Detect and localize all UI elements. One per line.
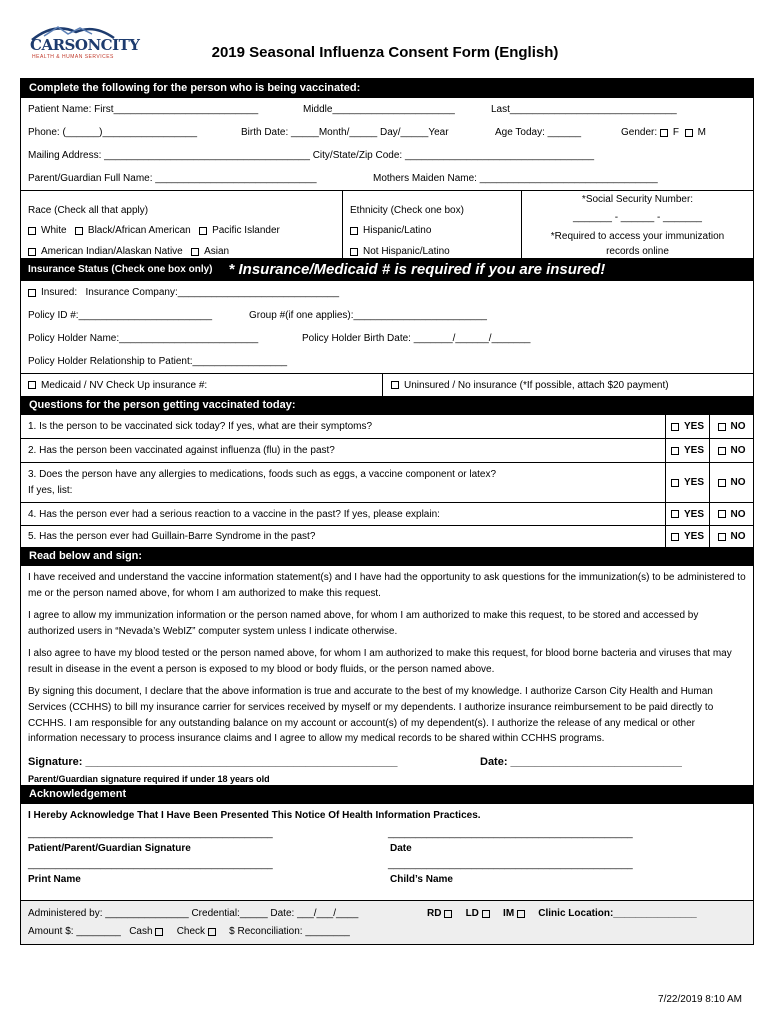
gender-f-checkbox[interactable] (660, 129, 668, 137)
im-checkbox[interactable] (517, 910, 525, 918)
ethnicity-label: Ethnicity (Check one box) (350, 205, 464, 216)
question-2-yes-checkbox[interactable] (671, 447, 679, 455)
cash-label: Cash (129, 926, 153, 938)
logo-subtitle: HEALTH & HUMAN SERVICES (32, 54, 114, 60)
ethnicity-not-label: Not Hispanic/Latino (363, 246, 450, 257)
question-1-yes[interactable] (665, 415, 709, 438)
gender-label: Gender: (621, 127, 658, 138)
yes-label: YES (683, 445, 704, 456)
question-5-yes[interactable] (665, 526, 709, 547)
gender-group (621, 121, 706, 144)
sign-header: Read below and sign: (21, 547, 753, 566)
insured-group (28, 281, 339, 304)
medicaid-cell (21, 374, 383, 396)
page-title: 2019 Seasonal Influenza Consent Form (English) (211, 44, 559, 61)
policy-holder-row (21, 327, 753, 350)
race-indian-label: American Indian/Alaskan Native (41, 246, 183, 257)
insured-checkbox[interactable] (28, 289, 36, 297)
administered-row (28, 908, 358, 919)
medicaid-label: Medicaid / NV Check Up insurance #: (41, 379, 208, 391)
uninsured-label: Uninsured / No insurance (*If possible, attach $20 payment) (404, 379, 669, 391)
question-4-no-checkbox[interactable] (718, 510, 726, 518)
signature-note: Parent/Guardian signature required if under 18 years old (28, 774, 270, 785)
policy-id-field[interactable]: Policy ID #:________________________ (28, 310, 213, 321)
yes-label: YES (683, 531, 704, 542)
im-label: IM (503, 908, 515, 920)
route-group (427, 908, 697, 919)
acknowledgement-statement: I Hereby Acknowledge That I Have Been Presented This Notice Of Health Information Practices. (28, 810, 481, 822)
question-5-no-checkbox[interactable] (718, 533, 726, 541)
gender-m-checkbox[interactable] (685, 129, 693, 137)
question-3-main: 3. Does the person have any allergies to medications, foods such as eggs, a vaccine component or latex? (28, 469, 497, 480)
race-white-checkbox[interactable] (28, 227, 36, 235)
race-pacific-checkbox[interactable] (199, 227, 207, 235)
question-2-no-checkbox[interactable] (718, 447, 726, 455)
ethnicity-hispanic-label: Hispanic/Latino (363, 225, 432, 236)
race-black-checkbox[interactable] (75, 227, 83, 235)
child-name-label: Child’s Name (390, 874, 453, 886)
patient-signature-line[interactable]: ____________________________________________ (28, 828, 273, 840)
no-label: NO (730, 421, 746, 432)
medicaid-row (21, 373, 753, 396)
insured-row (21, 281, 753, 304)
gender-f-label: F (672, 127, 680, 138)
insurance-company-field[interactable]: Insurance Company:_____________________________ (85, 287, 340, 298)
ssn-note-line2: records online (606, 246, 669, 257)
ld-checkbox[interactable] (482, 910, 490, 918)
ssn-column (522, 191, 753, 258)
question-row-2 (21, 438, 753, 462)
clinic-location-field[interactable]: Clinic Location:_______________ (538, 908, 697, 920)
ethnicity-hispanic-row (350, 225, 431, 236)
question-3-no-checkbox[interactable] (718, 479, 726, 487)
race-asian-label: Asian (204, 246, 230, 257)
patient-signature-label: Patient/Parent/Guardian Signature (28, 843, 191, 855)
signature-field[interactable]: Signature: ___________________________________________________ (28, 756, 398, 769)
administered-by-field[interactable]: Administered by: _______________ Credential:_____ Date: ___/___/____ (28, 908, 359, 920)
parent-guardian-field[interactable]: Parent/Guardian Full Name: _____________________________ (28, 173, 317, 184)
race-indian-checkbox[interactable] (28, 248, 36, 256)
question-5-no[interactable] (709, 526, 753, 547)
print-timestamp: 7/22/2019 8:10 AM (658, 994, 742, 1005)
mailing-row (21, 144, 753, 167)
policy-holder-name-field[interactable]: Policy Holder Name:_________________________ (28, 333, 259, 344)
medicaid-checkbox[interactable] (28, 381, 36, 389)
consent-form (20, 78, 754, 945)
ssn-field[interactable]: _______ - ______ - _______ (572, 212, 702, 223)
insurance-header-label: Insurance Status (Check one box only) (28, 264, 213, 275)
patient-middle-name-field[interactable]: Middle______________________ (303, 104, 455, 115)
print-name-line[interactable]: ____________________________________________ (28, 859, 273, 871)
consent-paragraph-3: I also agree to have my blood tested or the person named above, for whom I am authorized to make this request, for blood borne bacteria and viruses that may result in disease in the event a person is exposed to my blood or body fluids, or the person named above. (28, 648, 732, 675)
question-3-yes[interactable] (665, 463, 709, 502)
question-4-yes[interactable] (665, 503, 709, 525)
policy-holder-birth-field[interactable]: Policy Holder Birth Date: _______/______/_______ (302, 333, 531, 344)
amount-field[interactable]: Amount $: ________ (28, 926, 121, 938)
no-label: NO (730, 445, 746, 456)
question-1-no-checkbox[interactable] (718, 423, 726, 431)
rd-checkbox[interactable] (444, 910, 452, 918)
phone-field[interactable]: Phone: (______)_________________ (28, 127, 198, 138)
logo-wordmark: CARSONCITY (30, 36, 140, 54)
question-row-4 (21, 502, 753, 525)
parent-row (21, 167, 753, 190)
race-white-label: White (41, 225, 67, 236)
signature-row (21, 750, 753, 785)
ethnicity-not-checkbox[interactable] (350, 248, 358, 256)
relationship-row (21, 350, 753, 373)
mothers-maiden-name-field[interactable]: Mothers Maiden Name: ________________________________ (373, 173, 658, 184)
no-label: NO (730, 508, 746, 520)
signature-date-field[interactable]: Date: ____________________________ (480, 756, 682, 769)
question-3-list[interactable]: If yes, list: (28, 485, 73, 496)
question-2-no[interactable] (709, 439, 753, 462)
ssn-note-line1: *Required to access your immunization (550, 231, 725, 242)
ssn-label: *Social Security Number: (581, 194, 694, 205)
question-1-yes-checkbox[interactable] (671, 423, 679, 431)
consent-paragraph-2: I agree to allow my immunization information or the person named above, for whom I am authorized to make this request, to be stored and accessed by authorized users in “Nevada’s WebIZ” computer system unless I indicate otherwise. (28, 610, 699, 637)
insurance-required-note: * Insurance/Medicaid # is required if you are insured! (228, 261, 606, 278)
acknowledgement-area (21, 804, 753, 900)
question-3-yes-checkbox[interactable] (671, 479, 679, 487)
payment-row (28, 926, 350, 937)
gender-m-label: M (697, 127, 706, 138)
patient-first-name-field[interactable]: Patient Name: First__________________________ (28, 104, 259, 115)
question-2-text: 2. Has the person been vaccinated against influenza (flu) in the past? (28, 445, 335, 456)
uninsured-checkbox[interactable] (391, 381, 399, 389)
race-options-row1 (28, 225, 280, 236)
ethnicity-not-row (350, 246, 450, 257)
ethnicity-hispanic-checkbox[interactable] (350, 227, 358, 235)
cash-checkbox[interactable] (155, 928, 163, 936)
age-today-field[interactable]: Age Today: ______ (495, 127, 582, 138)
print-name-label: Print Name (28, 874, 81, 886)
race-column (21, 191, 343, 258)
reconciliation-field[interactable]: $ Reconciliation: ________ (229, 926, 350, 938)
consent-paragraph-4: By signing this document, I declare that the above information is true and accurate to the best of my knowledge. I authorize Carson City Health and Human Services (CCHHS) to bill my insurance carrier for services received by myself or my dependents. I authorize insurance reimbursement to be paid directly to CCHHS. I am responsible for any outstanding balance on my account or account(s) of my dependent(s). I authorize the release of any medical or other information necessary to process insurance claims and I agree to allow my medical records to be shared within CCHHS programs. (28, 686, 714, 745)
consent-paragraph-1: I have received and understand the vaccine information statement(s) and I have had the opportunity to ask questions for the immunization(s) to be administered to me or the person named above, for whom I am authorized to make this request. (28, 572, 746, 599)
question-2-yes[interactable] (665, 439, 709, 462)
ack-date-line[interactable]: ____________________________________________ (388, 828, 633, 840)
name-row (21, 98, 753, 121)
section-header-patient: Complete the following for the person who is being vaccinated: (21, 79, 753, 98)
check-label: Check (176, 926, 206, 938)
ack-date-label: Date (390, 843, 412, 855)
question-row-1 (21, 415, 753, 438)
relationship-field[interactable]: Policy Holder Relationship to Patient:_________________ (28, 356, 288, 367)
question-5-yes-checkbox[interactable] (671, 533, 679, 541)
questions-header: Questions for the person getting vaccinated today: (21, 396, 753, 415)
question-3-text (21, 463, 665, 502)
insurance-header (21, 258, 753, 281)
acknowledgement-header: Acknowledgement (21, 785, 753, 804)
mailing-address-field[interactable]: Mailing Address: _____________________________________ City/State/Zip Code: __________________________________ (28, 150, 595, 161)
race-asian-checkbox[interactable] (191, 248, 199, 256)
child-name-line[interactable]: ____________________________________________ (388, 859, 633, 871)
question-4-no[interactable] (709, 503, 753, 525)
question-1-no[interactable] (709, 415, 753, 438)
ld-label: LD (465, 908, 479, 920)
phone-row (21, 121, 753, 144)
race-black-label: Black/African American (87, 225, 191, 236)
ethnicity-column (343, 191, 522, 258)
question-3-no[interactable] (709, 463, 753, 502)
question-row-5 (21, 525, 753, 547)
race-label: Race (Check all that apply) (28, 205, 149, 216)
administration-area (21, 900, 753, 944)
yes-label: YES (683, 477, 704, 488)
uninsured-cell (383, 374, 753, 396)
yes-label: YES (683, 421, 704, 432)
question-row-3 (21, 462, 753, 502)
patient-last-name-field[interactable]: Last______________________________ (491, 104, 677, 115)
rd-label: RD (427, 908, 442, 920)
no-label: NO (730, 531, 746, 542)
question-1-text: 1. Is the person to be vaccinated sick today? If yes, what are their symptoms? (28, 421, 373, 432)
question-4-text: 4. Has the person ever had a serious reaction to a vaccine in the past? If yes, please explain: (28, 508, 440, 520)
policy-row (21, 304, 753, 327)
check-checkbox[interactable] (208, 928, 216, 936)
no-label: NO (730, 477, 746, 488)
question-4-yes-checkbox[interactable] (671, 510, 679, 518)
yes-label: YES (683, 508, 704, 520)
race-options-row2 (28, 246, 229, 257)
race-pacific-label: Pacific Islander (212, 225, 280, 236)
birth-date-field[interactable]: Birth Date: _____Month/_____ Day/_____Year (241, 127, 449, 138)
demographics-row (21, 190, 753, 258)
group-number-field[interactable]: Group #(if one applies):________________________ (249, 310, 487, 321)
insured-label: Insured: (41, 287, 78, 298)
question-5-text: 5. Has the person ever had Guillain-Barre Syndrome in the past? (28, 531, 316, 542)
